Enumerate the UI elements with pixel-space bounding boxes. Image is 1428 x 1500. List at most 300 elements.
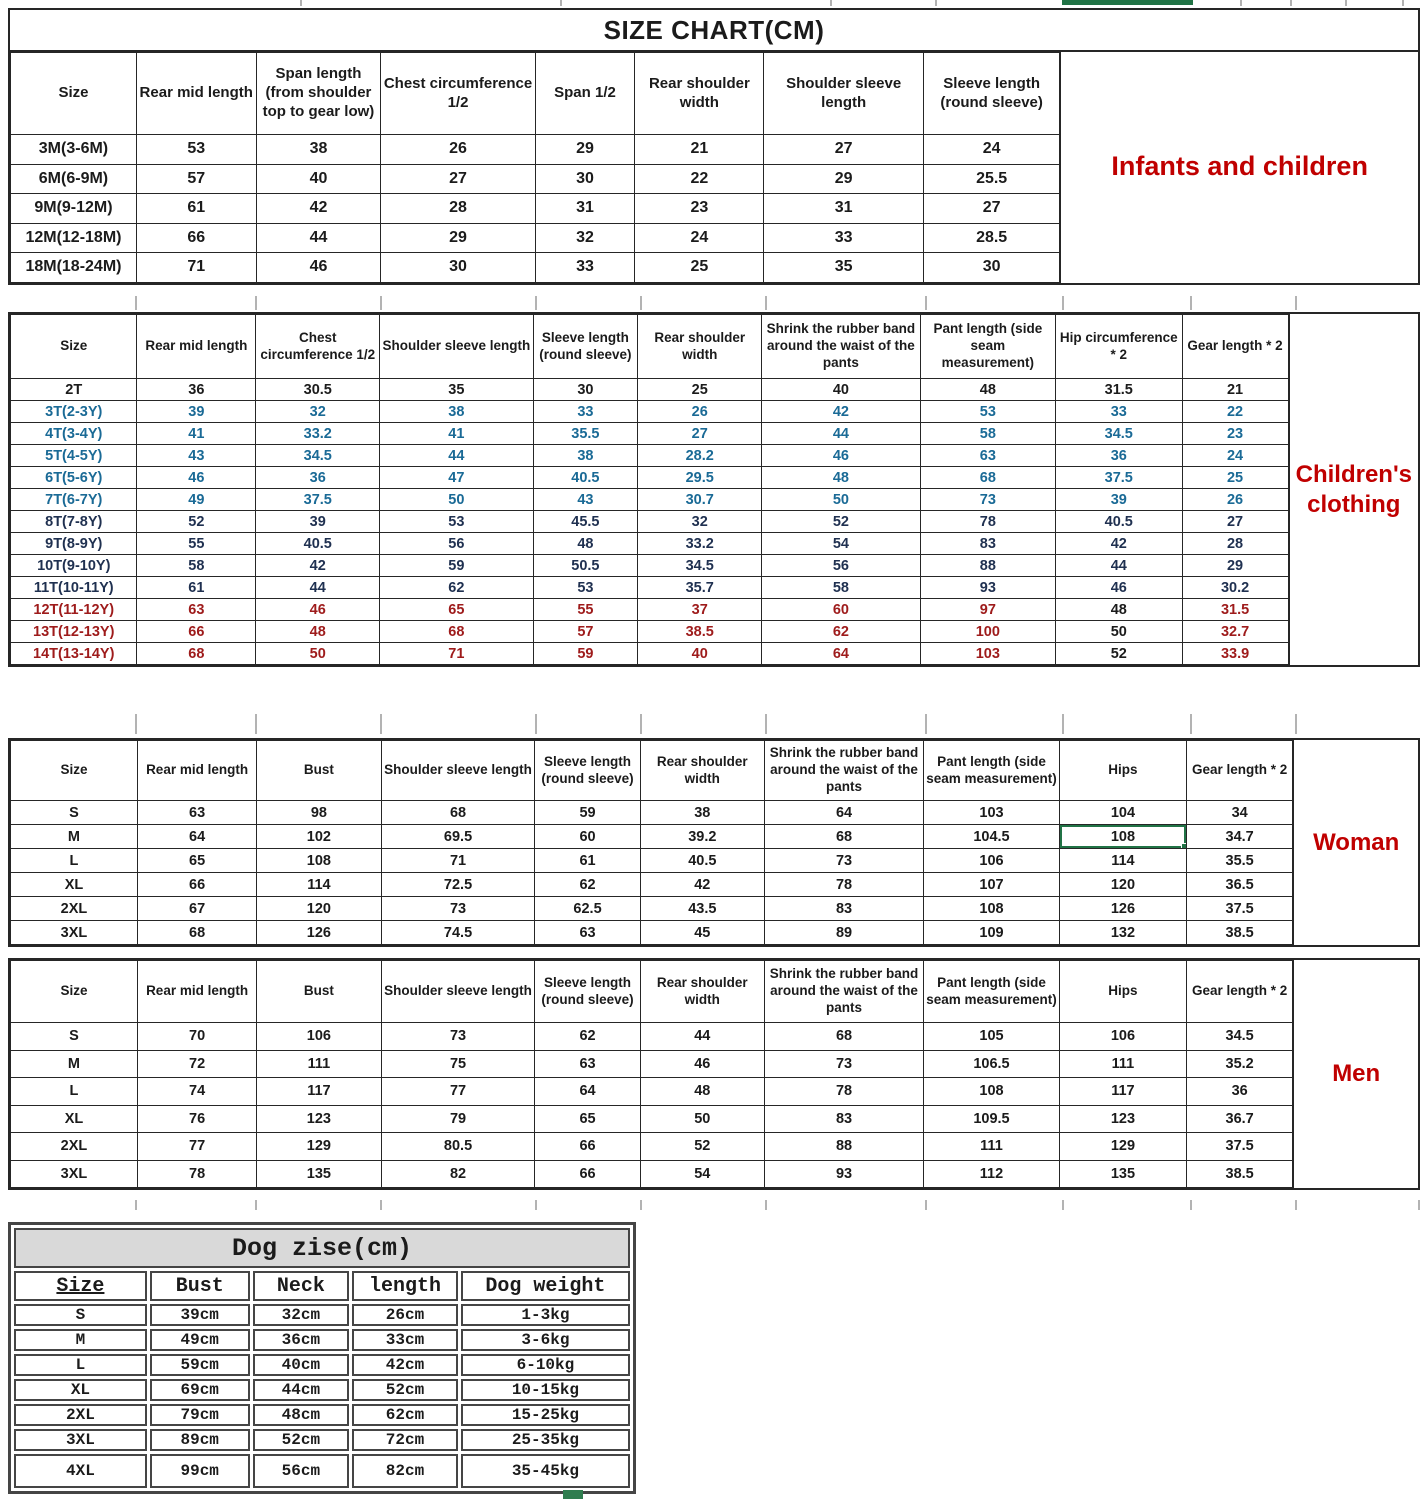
table-cell: 102 xyxy=(257,825,381,849)
table-cell: 83 xyxy=(920,533,1055,555)
gridline-tick xyxy=(1295,296,1297,310)
column-header: Sleeve length (round sleeve) xyxy=(535,961,640,1023)
column-header: Shoulder sleeve length xyxy=(381,741,535,801)
table-cell: 23 xyxy=(635,194,764,224)
table-cell: 35.5 xyxy=(1186,849,1293,873)
column-header: Size xyxy=(11,315,137,379)
table-cell: 46 xyxy=(137,467,256,489)
table-cell: 48cm xyxy=(253,1404,350,1426)
table-cell: 79 xyxy=(381,1105,535,1133)
table-row xyxy=(11,849,1293,873)
table-cell: 42 xyxy=(256,194,381,224)
table-cell: 3T(2-3Y) xyxy=(11,401,137,423)
table-cell: 28.5 xyxy=(923,223,1059,253)
infants-label: Infants and children xyxy=(1060,52,1418,283)
table-cell: 34.5 xyxy=(256,445,380,467)
table-cell: 28 xyxy=(381,194,535,224)
table-cell: 46 xyxy=(640,1050,764,1078)
gridline-tick xyxy=(765,714,767,734)
table-cell: 64 xyxy=(137,825,256,849)
table-cell: 27 xyxy=(923,194,1059,224)
table-row xyxy=(11,801,1293,825)
woman-size-table xyxy=(10,740,1293,945)
table-cell: 46 xyxy=(1056,577,1182,599)
table-cell: 83 xyxy=(765,897,924,921)
table-cell: 108 xyxy=(924,1078,1060,1106)
table-cell: 65 xyxy=(137,849,256,873)
table-row xyxy=(11,253,1060,283)
table-cell: 40 xyxy=(762,379,920,401)
table-cell: 27 xyxy=(1182,511,1288,533)
table-cell: 40.5 xyxy=(533,467,638,489)
table-cell: 31.5 xyxy=(1182,599,1288,621)
table-cell: 48 xyxy=(256,621,380,643)
table-cell: L xyxy=(14,1354,147,1376)
table-cell: 106 xyxy=(257,1023,381,1051)
gridline-tick xyxy=(765,1200,767,1210)
gridline-tick xyxy=(765,296,767,310)
table-row xyxy=(11,511,1289,533)
table-cell: 75 xyxy=(381,1050,535,1078)
woman-label: Woman xyxy=(1293,740,1418,945)
table-cell: 98 xyxy=(257,801,381,825)
table-cell: 36 xyxy=(1186,1078,1293,1106)
infants-table-section xyxy=(8,8,1420,285)
table-cell: 35.2 xyxy=(1186,1050,1293,1078)
table-cell: 68 xyxy=(380,621,533,643)
table-cell: 111 xyxy=(1059,1050,1186,1078)
table-cell: 65 xyxy=(380,599,533,621)
column-header: Gear length * 2 xyxy=(1186,961,1293,1023)
table-cell: 108 xyxy=(257,849,381,873)
table-cell: 69cm xyxy=(150,1379,250,1401)
column-header: Shrink the rubber band around the waist of the pants xyxy=(762,315,920,379)
table-cell: 29 xyxy=(764,164,924,194)
table-cell: 73 xyxy=(765,1050,924,1078)
table-row xyxy=(11,599,1289,621)
table-cell: 60 xyxy=(762,599,920,621)
table-cell: 72.5 xyxy=(381,873,535,897)
table-cell: 26cm xyxy=(352,1304,458,1326)
table-cell: 89 xyxy=(765,921,924,945)
table-cell: S xyxy=(14,1304,147,1326)
table-cell: 97 xyxy=(920,599,1055,621)
table-cell: 56 xyxy=(380,533,533,555)
table-cell: 42 xyxy=(1056,533,1182,555)
table-cell: 26 xyxy=(381,135,535,165)
column-header: Pant length (side seam measurement) xyxy=(920,315,1055,379)
table-cell: 4XL xyxy=(14,1454,147,1488)
table-cell: 43 xyxy=(533,489,638,511)
men-label: Men xyxy=(1293,960,1418,1188)
table-row xyxy=(14,1354,630,1376)
table-cell: 45 xyxy=(640,921,764,945)
column-header: Bust xyxy=(150,1271,250,1301)
table-cell: 37.5 xyxy=(1186,897,1293,921)
table-cell: 79cm xyxy=(150,1404,250,1426)
table-cell: 74.5 xyxy=(381,921,535,945)
table-cell: 78 xyxy=(137,1160,256,1188)
table-cell: 30 xyxy=(533,379,638,401)
table-cell: 114 xyxy=(1059,849,1186,873)
gridline-tick xyxy=(925,1200,927,1210)
column-header: Span length (from shoulder top to gear low) xyxy=(256,53,381,135)
table-cell: 107 xyxy=(924,873,1060,897)
table-cell: 53 xyxy=(533,577,638,599)
table-cell: 53 xyxy=(380,511,533,533)
table-cell: XL xyxy=(14,1379,147,1401)
table-cell: 78 xyxy=(920,511,1055,533)
table-cell: 50 xyxy=(256,643,380,665)
gridline-tick xyxy=(1062,714,1064,734)
table-cell: 32 xyxy=(256,401,380,423)
table-cell: 3XL xyxy=(11,1160,138,1188)
table-row xyxy=(11,489,1289,511)
table-cell: 2T xyxy=(11,379,137,401)
gridline-tick xyxy=(1062,1200,1064,1210)
gridline-tick xyxy=(535,1200,537,1210)
table-cell: M xyxy=(11,825,138,849)
column-header: Size xyxy=(14,1271,147,1301)
table-cell: 42 xyxy=(256,555,380,577)
table-cell: 62.5 xyxy=(535,897,640,921)
table-cell: 35 xyxy=(380,379,533,401)
table-cell: 36 xyxy=(1056,445,1182,467)
table-cell: 66 xyxy=(535,1160,640,1188)
table-cell: 106.5 xyxy=(924,1050,1060,1078)
table-row xyxy=(11,423,1289,445)
table-cell: 54 xyxy=(640,1160,764,1188)
table-cell: 36cm xyxy=(253,1329,350,1351)
table-cell: 63 xyxy=(535,921,640,945)
table-cell: 55 xyxy=(533,599,638,621)
column-header: Size xyxy=(11,741,138,801)
table-cell: 33cm xyxy=(352,1329,458,1351)
table-cell: 36 xyxy=(256,467,380,489)
table-cell: M xyxy=(11,1050,138,1078)
table-cell: 39cm xyxy=(150,1304,250,1326)
table-cell: 63 xyxy=(137,599,256,621)
column-header: length xyxy=(352,1271,458,1301)
table-cell: 38 xyxy=(256,135,381,165)
excel-selection-bottom-mark xyxy=(563,1490,583,1499)
gridline-tick xyxy=(1295,714,1297,734)
column-header: Hip circumference * 2 xyxy=(1056,315,1182,379)
table-cell: 31 xyxy=(764,194,924,224)
table-cell: 52 xyxy=(1056,643,1182,665)
gridline-tick xyxy=(1295,1200,1297,1210)
table-cell: 30 xyxy=(381,253,535,283)
table-row xyxy=(11,577,1289,599)
table-cell: 132 xyxy=(1059,921,1186,945)
table-cell: 66 xyxy=(137,873,256,897)
table-cell: 50.5 xyxy=(533,555,638,577)
gridline-tick xyxy=(135,296,137,310)
table-cell: 29 xyxy=(535,135,635,165)
table-cell: S xyxy=(11,801,138,825)
column-header: Sleeve length (round sleeve) xyxy=(533,315,638,379)
table-cell: 50 xyxy=(640,1105,764,1133)
table-cell: 4T(3-4Y) xyxy=(11,423,137,445)
table-cell: 29 xyxy=(1182,555,1288,577)
table-cell: 59 xyxy=(535,801,640,825)
table-cell: 42 xyxy=(640,873,764,897)
table-cell: 73 xyxy=(765,849,924,873)
table-cell: 57 xyxy=(533,621,638,643)
table-cell: 49cm xyxy=(150,1329,250,1351)
gridline-tick xyxy=(135,1200,137,1210)
table-cell: 38 xyxy=(533,445,638,467)
table-cell: 5T(4-5Y) xyxy=(11,445,137,467)
table-cell: 129 xyxy=(1059,1133,1186,1161)
table-cell: 34.5 xyxy=(1186,1023,1293,1051)
table-cell: 28 xyxy=(1182,533,1288,555)
table-row xyxy=(11,135,1060,165)
table-cell: 72 xyxy=(137,1050,256,1078)
table-cell: 89cm xyxy=(150,1429,250,1451)
table-cell: 24 xyxy=(923,135,1059,165)
table-cell: 52 xyxy=(137,511,256,533)
table-row xyxy=(14,1329,630,1351)
table-cell: 35-45kg xyxy=(461,1454,630,1488)
table-cell: 2XL xyxy=(11,1133,138,1161)
column-header: Rear shoulder width xyxy=(635,53,764,135)
table-cell: 40.5 xyxy=(1056,511,1182,533)
table-cell: 38.5 xyxy=(638,621,762,643)
table-cell: 62 xyxy=(535,1023,640,1051)
table-cell: 35.7 xyxy=(638,577,762,599)
table-cell: 59 xyxy=(380,555,533,577)
table-cell: 82 xyxy=(381,1160,535,1188)
table-cell: 23 xyxy=(1182,423,1288,445)
gridline-tick xyxy=(1418,1200,1420,1210)
table-cell: 63 xyxy=(137,801,256,825)
column-header: Bust xyxy=(257,961,381,1023)
table-cell: 29.5 xyxy=(638,467,762,489)
column-header: Rear mid length xyxy=(137,961,256,1023)
column-header: Gear length * 2 xyxy=(1182,315,1288,379)
column-header: Gear length * 2 xyxy=(1186,741,1293,801)
table-cell: 40 xyxy=(638,643,762,665)
table-cell: 68 xyxy=(137,921,256,945)
table-cell: 43.5 xyxy=(640,897,764,921)
gridline-tick xyxy=(135,714,137,734)
table-cell: M xyxy=(14,1329,147,1351)
table-cell: 25 xyxy=(638,379,762,401)
gridline-tick xyxy=(1190,1200,1192,1210)
table-cell: 34 xyxy=(1186,801,1293,825)
table-cell: 44 xyxy=(762,423,920,445)
table-cell: 38 xyxy=(380,401,533,423)
gridline-tick xyxy=(1402,0,1404,6)
table-cell: 42cm xyxy=(352,1354,458,1376)
table-cell: 70 xyxy=(137,1023,256,1051)
table-cell: 21 xyxy=(1182,379,1288,401)
table-cell: 50 xyxy=(1056,621,1182,643)
table-cell: XL xyxy=(11,873,138,897)
gridline-tick xyxy=(925,296,927,310)
table-cell: 83 xyxy=(765,1105,924,1133)
table-cell: 100 xyxy=(920,621,1055,643)
table-cell: 26 xyxy=(638,401,762,423)
table-cell: 3M(3-6M) xyxy=(11,135,137,165)
table-cell: 68 xyxy=(137,643,256,665)
table-cell: 40 xyxy=(256,164,381,194)
table-cell: 30 xyxy=(923,253,1059,283)
table-cell: 80.5 xyxy=(381,1133,535,1161)
table-cell: 59 xyxy=(533,643,638,665)
table-cell: 58 xyxy=(137,555,256,577)
table-cell: L xyxy=(11,849,138,873)
table-cell: 44cm xyxy=(253,1379,350,1401)
table-cell: 126 xyxy=(1059,897,1186,921)
table-cell: 34.5 xyxy=(638,555,762,577)
column-header: Rear mid length xyxy=(136,53,256,135)
table-cell: 39 xyxy=(137,401,256,423)
table-cell: 52cm xyxy=(253,1429,350,1451)
children-header-row xyxy=(11,315,1289,379)
table-cell: 27 xyxy=(764,135,924,165)
selected-cell: 108 xyxy=(1059,825,1186,849)
gridline-tick xyxy=(300,0,302,6)
size-chart-title: SIZE CHART(CM) xyxy=(10,10,1418,52)
table-row xyxy=(11,1133,1293,1161)
table-cell: 120 xyxy=(1059,873,1186,897)
table-cell: 106 xyxy=(1059,1023,1186,1051)
table-cell: 30.5 xyxy=(256,379,380,401)
table-row xyxy=(14,1379,630,1401)
table-cell: 37.5 xyxy=(1056,467,1182,489)
table-cell: 6M(6-9M) xyxy=(11,164,137,194)
table-row xyxy=(11,164,1060,194)
table-cell: 52cm xyxy=(352,1379,458,1401)
column-header: Neck xyxy=(253,1271,350,1301)
men-table-section xyxy=(8,958,1420,1190)
table-row xyxy=(11,1105,1293,1133)
table-cell: 22 xyxy=(1182,401,1288,423)
table-cell: 120 xyxy=(257,897,381,921)
infants-size-table xyxy=(10,52,1060,283)
table-cell: 104 xyxy=(1059,801,1186,825)
table-cell: 111 xyxy=(924,1133,1060,1161)
table-cell: 123 xyxy=(1059,1105,1186,1133)
table-cell: 62 xyxy=(762,621,920,643)
table-cell: 22 xyxy=(635,164,764,194)
table-cell: L xyxy=(11,1078,138,1106)
table-cell: 106 xyxy=(924,849,1060,873)
table-cell: 66 xyxy=(136,223,256,253)
table-cell: 66 xyxy=(535,1133,640,1161)
table-row xyxy=(11,1160,1293,1188)
column-header: Rear shoulder width xyxy=(640,741,764,801)
table-row xyxy=(11,555,1289,577)
table-cell: 9T(8-9Y) xyxy=(11,533,137,555)
table-cell: 99cm xyxy=(150,1454,250,1488)
gridline-tick xyxy=(380,296,382,310)
table-cell: 73 xyxy=(920,489,1055,511)
table-cell: 109.5 xyxy=(924,1105,1060,1133)
gridline-tick xyxy=(640,296,642,310)
table-cell: 32cm xyxy=(253,1304,350,1326)
column-header: Pant length (side seam measurement) xyxy=(924,961,1060,1023)
table-cell: 77 xyxy=(137,1133,256,1161)
column-header: Shoulder sleeve length xyxy=(381,961,535,1023)
table-cell: 37 xyxy=(638,599,762,621)
column-header: Dog weight xyxy=(461,1271,630,1301)
table-cell: 25 xyxy=(1182,467,1288,489)
table-row xyxy=(14,1429,630,1451)
gridline-tick xyxy=(1345,0,1347,6)
table-cell: 31 xyxy=(535,194,635,224)
table-cell: 46 xyxy=(256,253,381,283)
children-table-section xyxy=(8,312,1420,667)
table-cell: 88 xyxy=(920,555,1055,577)
table-cell: 114 xyxy=(257,873,381,897)
table-cell: 46 xyxy=(762,445,920,467)
table-cell: 40cm xyxy=(253,1354,350,1376)
table-cell: 10T(9-10Y) xyxy=(11,555,137,577)
table-cell: 27 xyxy=(381,164,535,194)
gridline-tick xyxy=(640,714,642,734)
table-row xyxy=(11,194,1060,224)
table-cell: 25-35kg xyxy=(461,1429,630,1451)
table-cell: 58 xyxy=(920,423,1055,445)
table-cell: 31.5 xyxy=(1056,379,1182,401)
table-cell: 135 xyxy=(1059,1160,1186,1188)
gridline-tick xyxy=(1240,0,1242,6)
table-cell: 44 xyxy=(1056,555,1182,577)
table-cell: 30.7 xyxy=(638,489,762,511)
table-cell: 135 xyxy=(257,1160,381,1188)
table-cell: 104.5 xyxy=(924,825,1060,849)
table-cell: 38.5 xyxy=(1186,921,1293,945)
table-cell: 71 xyxy=(381,849,535,873)
table-cell: 48 xyxy=(1056,599,1182,621)
table-cell: 33.2 xyxy=(638,533,762,555)
column-header: Sleeve length (round sleeve) xyxy=(535,741,640,801)
table-cell: 30.2 xyxy=(1182,577,1288,599)
table-cell: 32 xyxy=(535,223,635,253)
table-cell: 58 xyxy=(762,577,920,599)
table-cell: 35 xyxy=(764,253,924,283)
table-cell: 59cm xyxy=(150,1354,250,1376)
column-header: Size xyxy=(11,961,138,1023)
gridline-tick xyxy=(380,714,382,734)
gridline-tick xyxy=(255,714,257,734)
column-header: Bust xyxy=(257,741,381,801)
table-cell: 78 xyxy=(765,1078,924,1106)
table-cell: 53 xyxy=(136,135,256,165)
column-header: Hips xyxy=(1059,741,1186,801)
table-cell: 68 xyxy=(765,1023,924,1051)
table-row xyxy=(11,1023,1293,1051)
table-cell: 63 xyxy=(920,445,1055,467)
table-cell: 29 xyxy=(381,223,535,253)
table-cell: 12M(12-18M) xyxy=(11,223,137,253)
table-cell: 27 xyxy=(638,423,762,445)
table-cell: 76 xyxy=(137,1105,256,1133)
table-row xyxy=(11,445,1289,467)
table-cell: 11T(10-11Y) xyxy=(11,577,137,599)
table-cell: 44 xyxy=(640,1023,764,1051)
table-cell: 39 xyxy=(256,511,380,533)
table-cell: 32.7 xyxy=(1182,621,1288,643)
table-cell: 21 xyxy=(635,135,764,165)
table-cell: 33 xyxy=(533,401,638,423)
table-cell: 69.5 xyxy=(381,825,535,849)
table-cell: 6T(5-6Y) xyxy=(11,467,137,489)
table-cell: 3XL xyxy=(14,1429,147,1451)
